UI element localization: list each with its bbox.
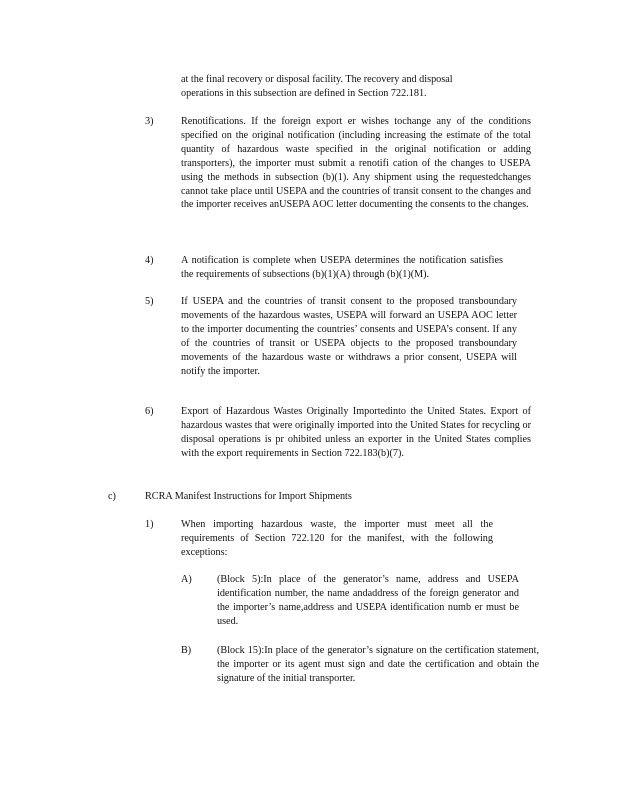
subitem-text: (Block 15):In place of the generator’s signature on the certification statement, the importer or its agent must sign and date the certification and obtain the signature of the initial transporter. <box>217 645 539 684</box>
section-heading: RCRA Manifest Instructions for Import Shipments <box>145 491 352 502</box>
item-paragraph <box>181 115 531 212</box>
subitem-paragraph <box>217 644 539 686</box>
item-number: 6) <box>145 406 154 417</box>
subitem-paragraph <box>217 573 519 629</box>
subitem-letter: B) <box>181 645 192 656</box>
subitem-text: (Block 5):In place of the generator’s name, address and USEPA identification number, the name andaddress of the foreign generator and the importer’s name,address and USEPA identification numb er must be used. <box>217 574 519 627</box>
item-text: Renotifications. If the foreign export er wishes tochange any of the conditions specified on the original notification (including increasing the estimate of the total quantity of hazardous waste specified in the original notification or adding transporters), the importer must submit a renotifi cation of the changes to USEPA using the methods in subsection (b)(1). Any shipment using the requestedchanges cannot take place until USEPA and the countries of transit consent to the changes and the importer receives anUSEPA AOC letter documenting the consents to the changes. <box>181 116 531 211</box>
item-text: If USEPA and the countries of transit consent to the proposed transboundary movements of the hazardous wastes, USEPA will forward an USEPA AOC letter to the importer documenting the countries’ consents and USEPA’s consent. If any of the countries of transit or USEPA objects to the proposed transboundary movements of the hazardous waste or withdraws a prior consent, USEPA will notify the importer. <box>181 296 517 377</box>
item-paragraph <box>181 254 503 282</box>
item-paragraph <box>181 518 493 560</box>
continuation-line: operations in this subsection are defined in Section 722.181. <box>181 87 427 99</box>
item-number: 5) <box>145 296 154 307</box>
item-paragraph <box>181 295 517 378</box>
continuation-line: at the final recovery or disposal facility. The recovery and disposal <box>181 74 453 85</box>
item-number: 3) <box>145 116 154 127</box>
item-paragraph <box>181 405 531 461</box>
item-number: 1) <box>145 519 154 530</box>
continuation-paragraph <box>181 73 511 101</box>
item-text: Export of Hazardous Wastes Originally Importedinto the United States. Export of hazardous wastes that were originally imported into the United States for recycling or disposal operations is pr ohibited unless an exporter in the United States complies with the export requirements in Section 722.183(b)(7). <box>181 406 531 459</box>
subitem-letter: A) <box>181 574 192 585</box>
item-text: When importing hazardous waste, the importer must meet all the requirements of Section 722.120 for the manifest, with the following exceptions: <box>181 519 493 558</box>
item-number: 4) <box>145 255 154 266</box>
item-text: A notification is complete when USEPA determines the notification satisfies the requirements of subsections (b)(1)(A) through (b)(1)(M). <box>181 255 503 280</box>
section-letter: c) <box>108 491 116 502</box>
